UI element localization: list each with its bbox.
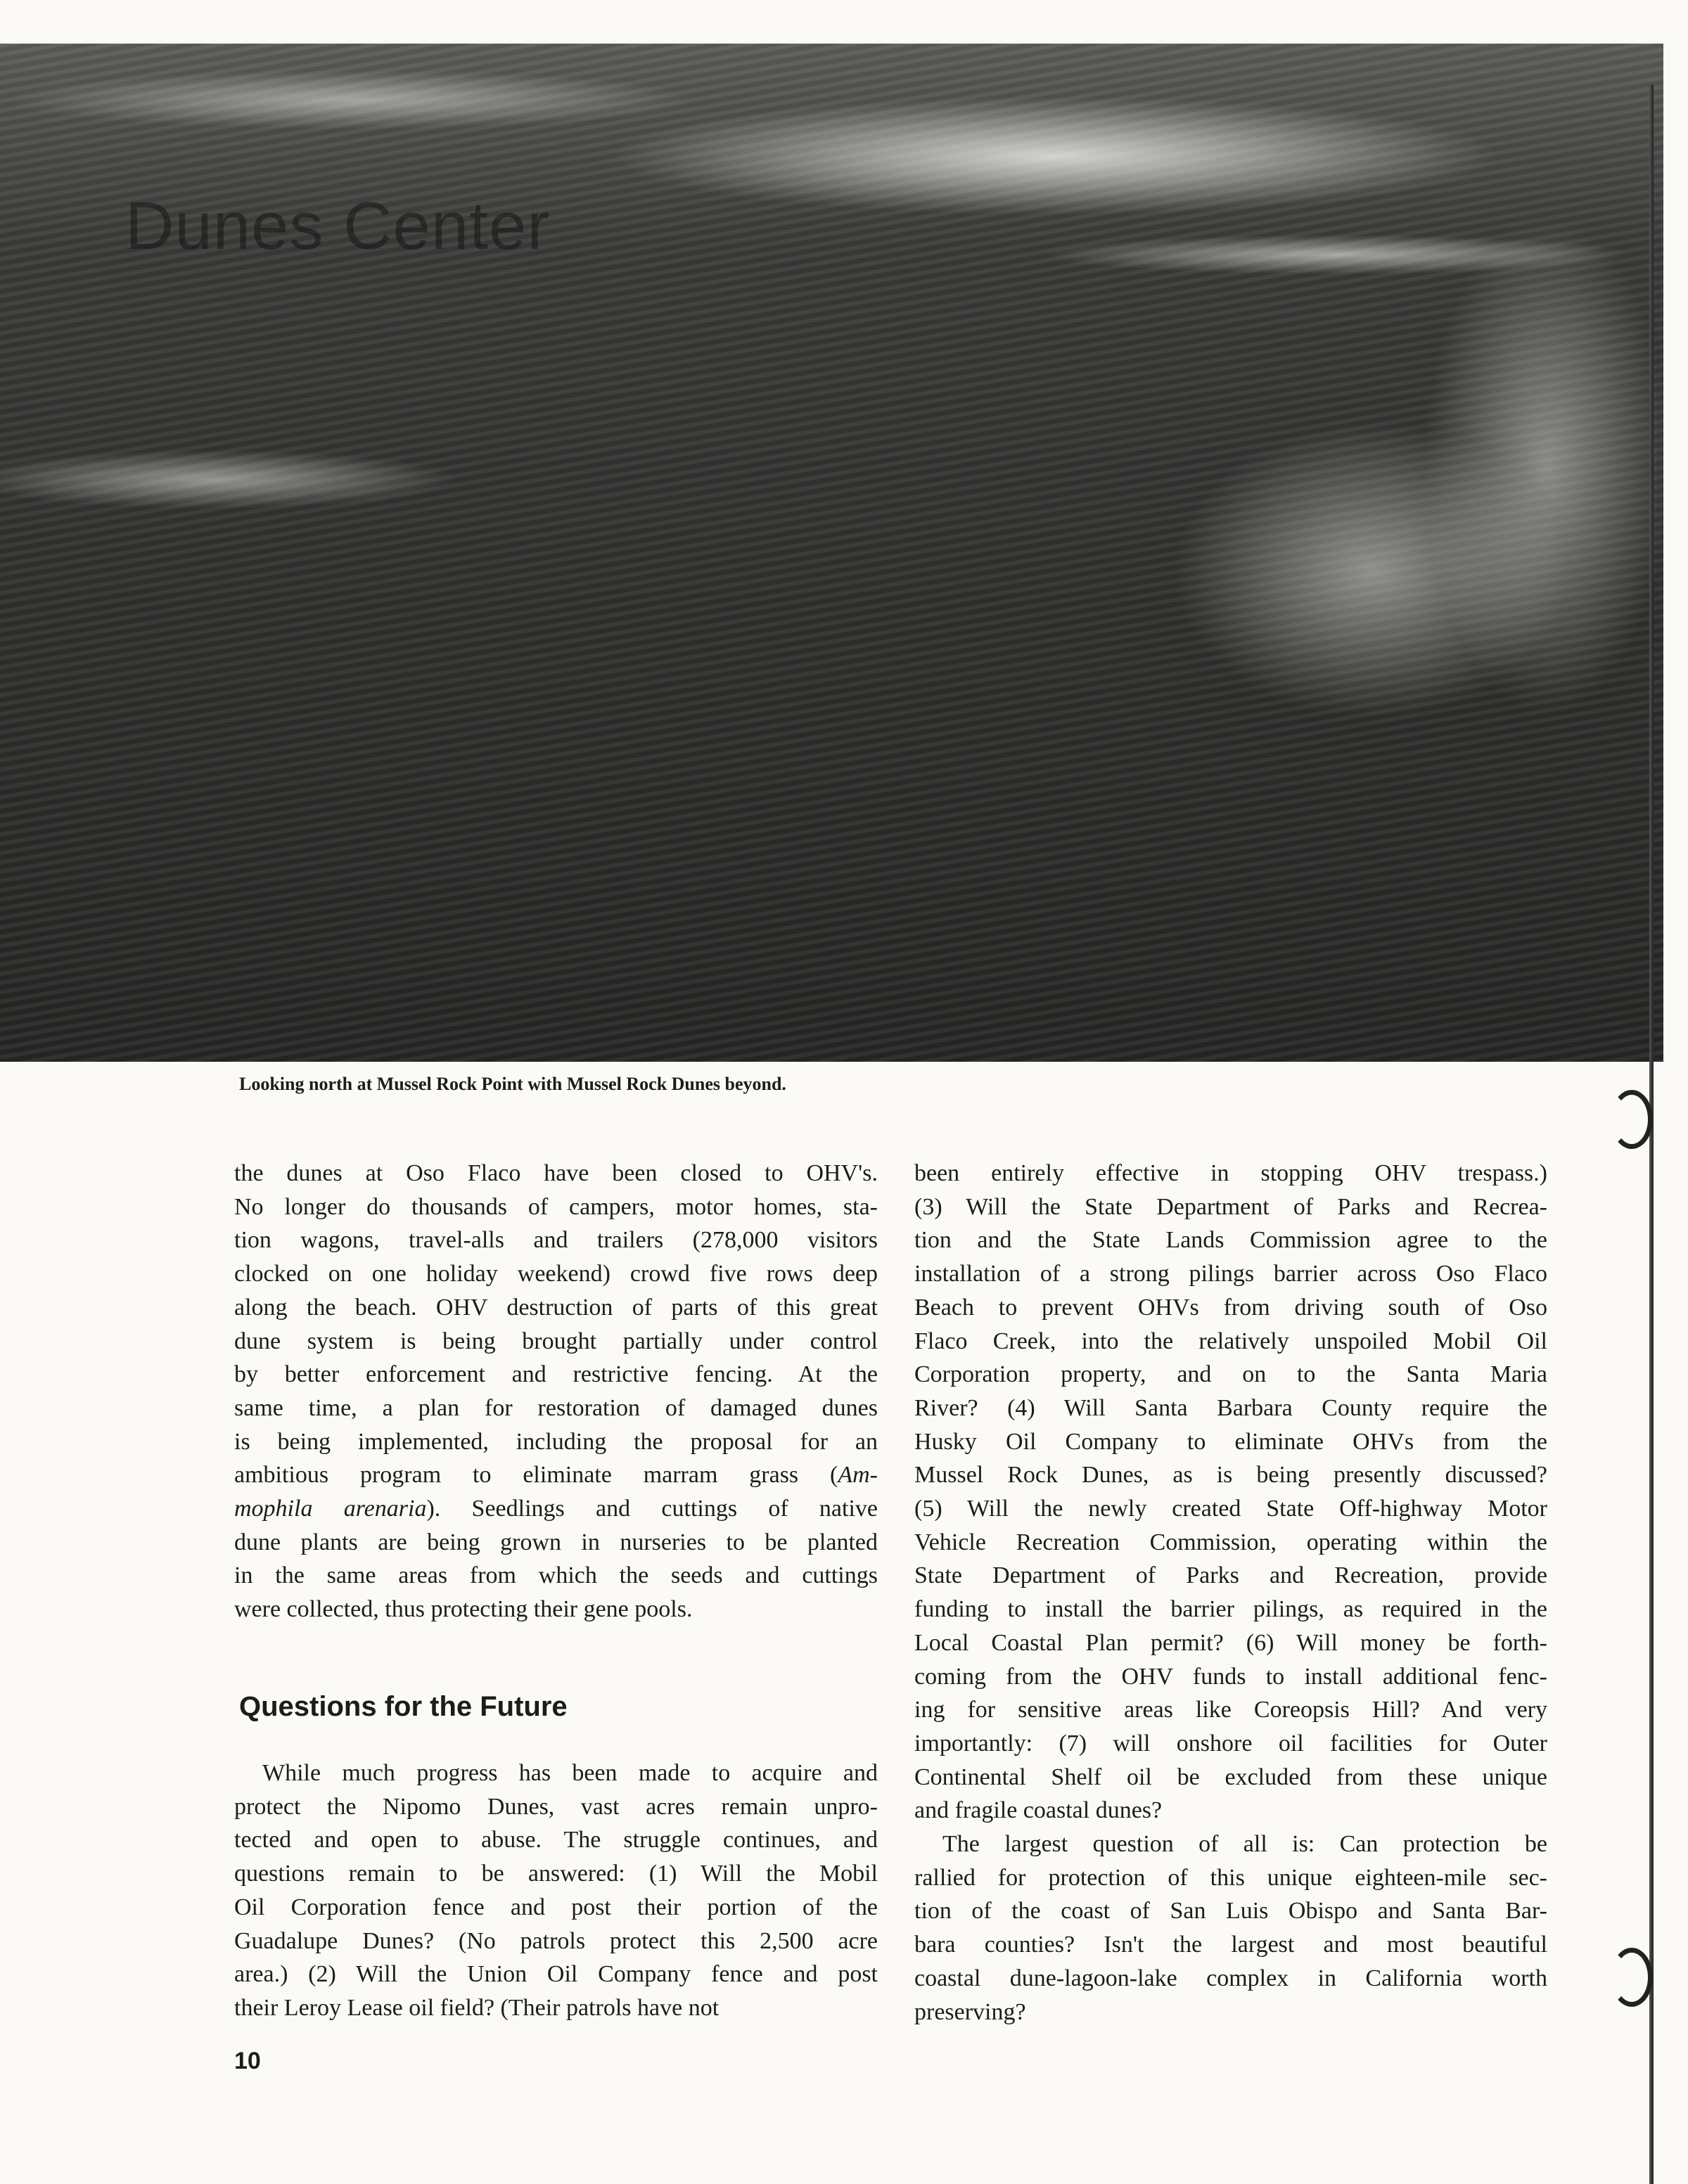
text-line: No longer do thousands of campers, motor homes, sta- bbox=[234, 1193, 878, 1220]
text-line: preserving? bbox=[914, 1998, 1026, 2025]
section-heading: Questions for the Future bbox=[239, 1691, 568, 1722]
left-column-paragraph-2 bbox=[234, 1756, 878, 2025]
page-number: 10 bbox=[234, 2048, 261, 2074]
text-line: questions remain to be answered: (1) Will the Mobil bbox=[234, 1861, 878, 1887]
text-line: area.) (2) Will the Union Oil Company fence and post bbox=[234, 1961, 878, 1988]
dunes-photograph bbox=[0, 44, 1663, 1062]
right-column-paragraph-1 bbox=[914, 1157, 1547, 1828]
hole-punch-mark bbox=[1611, 1948, 1653, 2007]
text-line: ambitious program to eliminate marram grass (Am- bbox=[234, 1462, 878, 1489]
text-line: funding to install the barrier pilings, as required in the bbox=[914, 1596, 1547, 1623]
text-line: (5) Will the newly created State Off-highway Motor bbox=[914, 1496, 1547, 1522]
text-line: coming from the OHV funds to install additional fenc- bbox=[914, 1663, 1547, 1690]
text-line: the dunes at Oso Flaco have been closed to OHV's. bbox=[234, 1160, 878, 1186]
text-line: tected and open to abuse. The struggle continues, and bbox=[234, 1827, 878, 1854]
text-line: Guadalupe Dunes? (No patrols protect this 2,500 acre bbox=[234, 1927, 878, 1954]
text-line: River? (4) Will Santa Barbara County require the bbox=[914, 1394, 1547, 1421]
text-line: been entirely effective in stopping OHV trespass.) bbox=[914, 1160, 1547, 1186]
text-line: Mussel Rock Dunes, as is being presently discussed? bbox=[914, 1462, 1547, 1489]
text-line: mophila arenaria). Seedlings and cuttings of native bbox=[234, 1496, 878, 1522]
text-line: in the same areas from which the seeds and cuttings bbox=[234, 1562, 878, 1589]
text-line: rallied for protection of this unique eighteen-mile sec- bbox=[914, 1864, 1547, 1891]
text-line: same time, a plan for restoration of damaged dunes bbox=[234, 1394, 878, 1421]
text-line: tion wagons, travel-alls and trailers (278,000 visitors bbox=[234, 1227, 878, 1254]
text-line: importantly: (7) will onshore oil facilities for Outer bbox=[914, 1730, 1547, 1756]
text-line: Flaco Creek, into the relatively unspoiled Mobil Oil bbox=[914, 1328, 1547, 1354]
text-line: Husky Oil Company to eliminate OHVs from the bbox=[914, 1428, 1547, 1455]
hole-punch-mark bbox=[1611, 1090, 1653, 1149]
text-line: protect the Nipomo Dunes, vast acres remain unpro- bbox=[234, 1793, 878, 1820]
photo-caption: Looking north at Mussel Rock Point with Mussel Rock Dunes beyond. bbox=[239, 1074, 786, 1094]
text-line: tion and the State Lands Commission agree to the bbox=[914, 1227, 1547, 1254]
text-line: bara counties? Isn't the largest and most beautiful bbox=[914, 1932, 1547, 1958]
text-line: Continental Shelf oil be excluded from these unique bbox=[914, 1764, 1547, 1790]
text-line: Beach to prevent OHVs from driving south of Oso bbox=[914, 1294, 1547, 1321]
text-line: dune system is being brought partially under control bbox=[234, 1328, 878, 1354]
text-line: While much progress has been made to acquire and bbox=[262, 1760, 878, 1786]
text-line: were collected, thus protecting their gene pools. bbox=[234, 1596, 693, 1623]
text-line: coastal dune-lagoon-lake complex in California worth bbox=[914, 1965, 1547, 1991]
text-line: tion of the coast of San Luis Obispo and Santa Bar- bbox=[914, 1898, 1547, 1925]
text-line: The largest question of all is: Can protection be bbox=[942, 1831, 1547, 1857]
left-column-paragraph-1 bbox=[234, 1157, 878, 1626]
text-line: clocked on one holiday weekend) crowd five rows deep bbox=[234, 1261, 878, 1287]
text-line: Corporation property, and on to the Santa Maria bbox=[914, 1361, 1547, 1388]
text-line: Oil Corporation fence and post their portion of the bbox=[234, 1894, 878, 1920]
text-line: by better enforcement and restrictive fencing. At the bbox=[234, 1361, 878, 1388]
text-line: and fragile coastal dunes? bbox=[914, 1797, 1163, 1824]
text-line: State Department of Parks and Recreation, provide bbox=[914, 1562, 1547, 1589]
right-column-paragraph-2 bbox=[914, 1828, 1547, 2029]
watermark-logo: Dunes Center bbox=[125, 188, 551, 264]
text-line: (3) Will the State Department of Parks and Recrea- bbox=[914, 1193, 1547, 1220]
text-line: Local Coastal Plan permit? (6) Will money be forth- bbox=[914, 1629, 1547, 1656]
text-line: dune plants are being grown in nurseries to be planted bbox=[234, 1529, 878, 1555]
text-line: is being implemented, including the proposal for an bbox=[234, 1428, 878, 1455]
text-line: ing for sensitive areas like Coreopsis Hill? And very bbox=[914, 1697, 1547, 1723]
text-line: installation of a strong pilings barrier across Oso Flaco bbox=[914, 1261, 1547, 1287]
text-line: along the beach. OHV destruction of parts of this great bbox=[234, 1294, 878, 1321]
text-line: Vehicle Recreation Commission, operating within the bbox=[914, 1529, 1547, 1555]
text-line: their Leroy Lease oil field? (Their patrols have not bbox=[234, 1994, 720, 2021]
